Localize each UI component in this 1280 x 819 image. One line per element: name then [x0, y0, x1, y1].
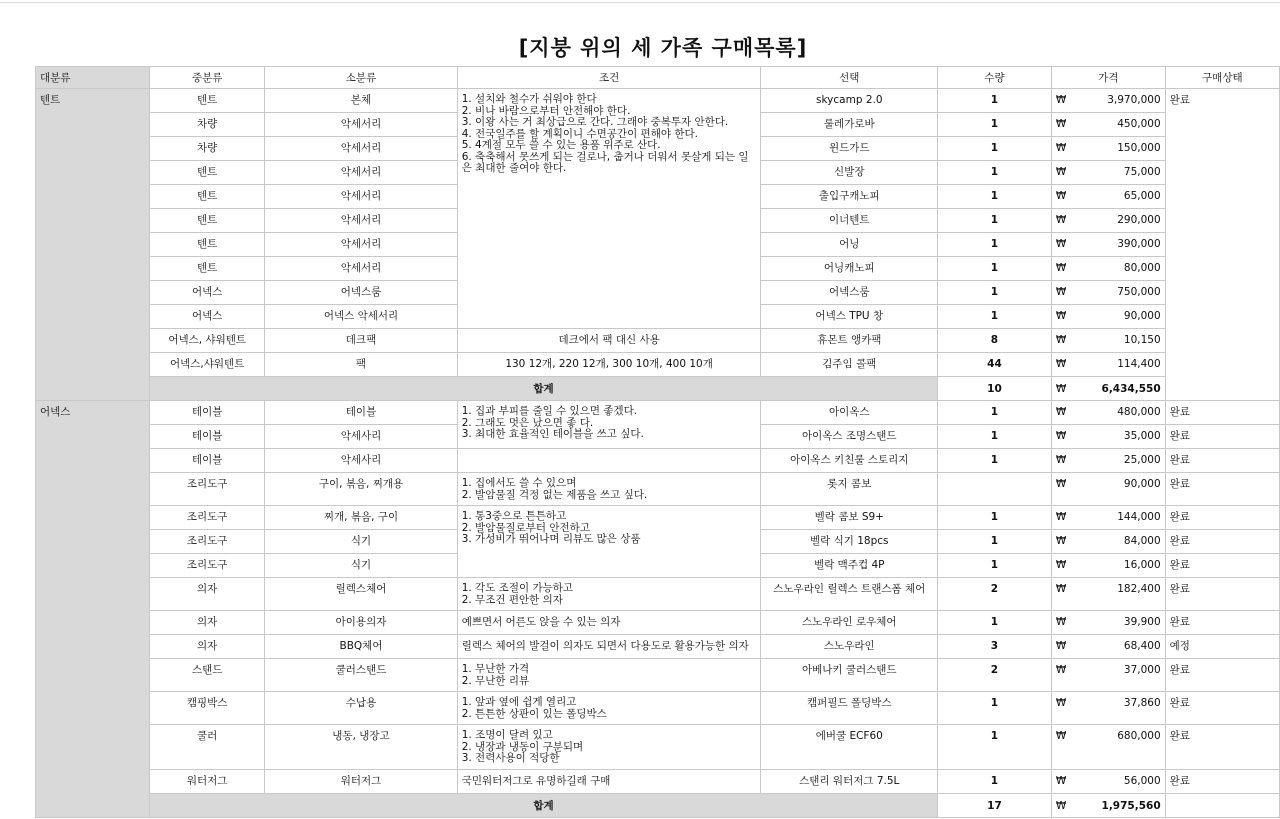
price-cell[interactable]	[1051, 257, 1165, 281]
price-value: 37,000	[1123, 664, 1161, 676]
table-row	[36, 89, 1280, 113]
condition-line: 3. 이왕 사는 거 최상급으로 간다. 그래야 중복투자 안한다.	[461, 116, 729, 128]
status-cell[interactable]: 완료	[1165, 401, 1279, 425]
total-row	[36, 794, 1280, 818]
condition-line: 1. 설치와 철수가 쉬워야 한다	[461, 93, 597, 105]
status-cell[interactable]: 완료	[1165, 506, 1279, 530]
total-label[interactable]: 합계	[150, 794, 938, 818]
qty-cell[interactable]: 3	[938, 635, 1052, 659]
condition-line: 4. 전국일주를 할 계획이니 수면공간이 편해야 한다.	[461, 127, 698, 140]
choice-cell[interactable]: 신발장	[761, 161, 938, 185]
qty-cell[interactable]: 1	[938, 506, 1052, 530]
sub-cell[interactable]: 악세사리	[265, 449, 457, 473]
price-value: 390,000	[1117, 238, 1161, 250]
sub-cell[interactable]: 구이, 볶음, 찌개용	[265, 473, 457, 506]
price-cell[interactable]	[1051, 449, 1165, 473]
condition-line: 2. 튼튼한 상판이 있는 폴딩박스	[461, 707, 607, 720]
status-cell[interactable]: 완료	[1165, 770, 1279, 794]
mid-cell[interactable]: 캠핑박스	[150, 692, 265, 725]
mid-cell[interactable]: 텐트	[150, 209, 265, 233]
choice-cell[interactable]: skycamp 2.0	[761, 89, 938, 113]
condition-cell[interactable]: 릴렉스 체어의 발걸이 의자도 되면서 다용도로 활용가능한 의자	[457, 635, 761, 659]
won-symbol: ₩	[1055, 535, 1067, 547]
won-symbol: ₩	[1055, 214, 1067, 226]
choice-cell[interactable]: 어닝캐노피	[761, 257, 938, 281]
sub-cell[interactable]: 악세서리	[265, 257, 457, 281]
total-price[interactable]	[1051, 377, 1165, 401]
price-cell[interactable]	[1051, 401, 1165, 425]
qty-cell[interactable]: 1	[938, 530, 1052, 554]
mid-cell[interactable]: 테이블	[150, 425, 265, 449]
won-symbol: ₩	[1055, 430, 1067, 442]
choice-cell[interactable]: 스노우라인	[761, 635, 938, 659]
status-cell[interactable]: 완료	[1165, 659, 1279, 692]
sub-cell[interactable]: 악세서리	[265, 113, 457, 137]
choice-cell[interactable]: 룰레가로바	[761, 113, 938, 137]
price-value: 37,860	[1123, 697, 1161, 709]
sub-cell[interactable]: 어넥스룸	[265, 281, 457, 305]
sub-cell[interactable]: 악세서리	[265, 185, 457, 209]
mid-cell[interactable]: 의자	[150, 578, 265, 611]
condition-line: 6. 축축해서 못쓰게 되는 걸로나, 춥거나 더워서 못살게 되는 일	[461, 150, 749, 163]
condition-line: 1. 통3중으로 튼튼하고	[461, 510, 567, 522]
qty-cell[interactable]: 1	[938, 257, 1052, 281]
choice-cell[interactable]: 스노우라인 로우체어	[761, 611, 938, 635]
sub-cell[interactable]: 악세서리	[265, 209, 457, 233]
choice-cell[interactable]: 벨락 맥주컵 4P	[761, 554, 938, 578]
choice-cell[interactable]: 에버쿨 ECF60	[761, 725, 938, 770]
price-value: 25,000	[1123, 454, 1161, 466]
condition-line: 2. 발암물질로부터 안전하고	[461, 521, 590, 534]
sub-cell[interactable]: 릴렉스체어	[265, 578, 457, 611]
sub-cell[interactable]: 냉동, 냉장고	[265, 725, 457, 770]
price-cell[interactable]	[1051, 161, 1165, 185]
sub-cell[interactable]: 수납용	[265, 692, 457, 725]
table-row	[36, 449, 1280, 473]
price-cell[interactable]	[1051, 329, 1165, 353]
price-cell[interactable]	[1051, 281, 1165, 305]
header-status: 구매상태	[1165, 67, 1279, 89]
price-cell[interactable]	[1051, 770, 1165, 794]
price-cell[interactable]	[1051, 725, 1165, 770]
won-symbol: ₩	[1055, 142, 1067, 154]
mid-cell[interactable]: 의자	[150, 635, 265, 659]
won-symbol: ₩	[1055, 478, 1067, 490]
won-symbol: ₩	[1055, 334, 1067, 346]
condition-line: 5. 4계절 모두 쓸 수 있는 용품 위주로 산다.	[461, 139, 661, 151]
condition-line: 2. 발암물질 걱정 없는 제품을 쓰고 싶다.	[461, 488, 648, 501]
price-cell[interactable]	[1051, 506, 1165, 530]
won-symbol: ₩	[1055, 118, 1067, 130]
choice-cell[interactable]: 스노우라인 릴렉스 트랜스폼 체어	[761, 578, 938, 611]
won-symbol: ₩	[1055, 664, 1067, 676]
price-value: 114,400	[1117, 358, 1161, 370]
won-symbol: ₩	[1055, 583, 1067, 595]
condition-line: 2. 무조건 편안한 의자	[461, 593, 563, 606]
price-value: 35,000	[1123, 430, 1161, 442]
price-value: 480,000	[1117, 406, 1161, 418]
header-main: 대분류	[36, 67, 150, 89]
condition-line: 1. 무난한 가격	[461, 663, 530, 675]
price-cell[interactable]	[1051, 137, 1165, 161]
condition-line: 2. 냉장과 냉동이 구분되며	[461, 740, 584, 753]
status-cell[interactable]	[1165, 794, 1279, 818]
header-choice: 선택	[761, 67, 938, 89]
status-cell[interactable]: 완료	[1165, 692, 1279, 725]
won-symbol: ₩	[1055, 286, 1067, 298]
status-cell[interactable]: 완료	[1165, 473, 1279, 506]
qty-cell[interactable]: 2	[938, 659, 1052, 692]
mid-cell[interactable]: 텐트	[150, 257, 265, 281]
choice-cell[interactable]: 어닝	[761, 233, 938, 257]
qty-cell[interactable]: 2	[938, 578, 1052, 611]
status-cell[interactable]: 완료	[1165, 449, 1279, 473]
qty-cell[interactable]: 8	[938, 329, 1052, 353]
sub-cell[interactable]: 악세서리	[265, 233, 457, 257]
header-mid: 중분류	[150, 67, 265, 89]
total-price[interactable]	[1051, 794, 1165, 818]
qty-cell[interactable]: 1	[938, 305, 1052, 329]
won-symbol: ₩	[1055, 94, 1067, 106]
mid-cell[interactable]: 테이블	[150, 449, 265, 473]
price-value: 16,000	[1123, 559, 1161, 571]
purchase-table	[35, 66, 1280, 818]
price-cell[interactable]	[1051, 353, 1165, 377]
price-value: 56,000	[1123, 775, 1161, 787]
mid-cell[interactable]: 스탠드	[150, 659, 265, 692]
price-value: 80,000	[1123, 262, 1161, 274]
sub-cell[interactable]: 식기	[265, 554, 457, 578]
mid-cell[interactable]: 텐트	[150, 185, 265, 209]
header-price: 가격	[1051, 67, 1165, 89]
sub-cell[interactable]: 쿨러스탠드	[265, 659, 457, 692]
condition-line: 1. 집에서도 쓸 수 있으며	[461, 477, 577, 489]
qty-cell[interactable]: 1	[938, 233, 1052, 257]
won-symbol: ₩	[1055, 616, 1067, 628]
mid-cell[interactable]: 텐트	[150, 89, 265, 113]
price-value: 75,000	[1123, 166, 1161, 178]
price-cell[interactable]	[1051, 578, 1165, 611]
qty-cell[interactable]: 1	[938, 449, 1052, 473]
table-row	[36, 473, 1280, 506]
sub-cell[interactable]: 데크팩	[265, 329, 457, 353]
condition-cell[interactable]	[457, 578, 761, 611]
price-cell[interactable]	[1051, 209, 1165, 233]
mid-cell[interactable]: 차량	[150, 113, 265, 137]
price-cell[interactable]	[1051, 305, 1165, 329]
condition-line: 2. 비나 바람으로부터 안전해야 한다.	[461, 104, 631, 117]
mid-cell[interactable]: 조리도구	[150, 554, 265, 578]
qty-cell[interactable]: 44	[938, 353, 1052, 377]
won-symbol: ₩	[1055, 799, 1067, 812]
choice-cell[interactable]: 윈드가드	[761, 137, 938, 161]
sub-cell[interactable]: BBQ체어	[265, 635, 457, 659]
price-cell[interactable]	[1051, 635, 1165, 659]
price-value: 750,000	[1117, 286, 1161, 298]
sub-cell[interactable]: 악세사리	[265, 425, 457, 449]
choice-cell[interactable]: 아이옥스	[761, 401, 938, 425]
status-cell[interactable]: 완료	[1165, 725, 1279, 770]
choice-cell[interactable]: 어넥스 TPU 창	[761, 305, 938, 329]
table-row	[36, 578, 1280, 611]
condition-cell[interactable]	[457, 401, 761, 449]
price-cell[interactable]	[1051, 233, 1165, 257]
condition-line: 1. 앞과 옆에 쉽게 열리고	[461, 696, 577, 708]
mid-cell[interactable]: 의자	[150, 611, 265, 635]
won-symbol: ₩	[1055, 559, 1067, 571]
header-sub: 소분류	[265, 67, 457, 89]
choice-cell[interactable]: 출입구캐노피	[761, 185, 938, 209]
status-cell[interactable]: 완료	[1165, 425, 1279, 449]
status-cell[interactable]: 예정	[1165, 635, 1279, 659]
table-row	[36, 692, 1280, 725]
price-value: 90,000	[1123, 478, 1161, 490]
mid-cell[interactable]: 조리도구	[150, 530, 265, 554]
won-symbol: ₩	[1055, 697, 1067, 709]
sub-cell[interactable]: 본체	[265, 89, 457, 113]
condition-cell[interactable]: 국민워터저그로 유명하길래 구매	[457, 770, 761, 794]
status-cell[interactable]: 완료	[1165, 578, 1279, 611]
price-value: 10,150	[1123, 334, 1161, 346]
price-cell[interactable]	[1051, 692, 1165, 725]
price-value: 65,000	[1123, 190, 1161, 202]
price-cell[interactable]	[1051, 554, 1165, 578]
price-value: 680,000	[1117, 730, 1161, 742]
table-row	[36, 770, 1280, 794]
condition-line: 3. 전력사용이 적당한	[461, 752, 560, 764]
total-price-value: 1,975,560	[1101, 799, 1161, 812]
price-value: 182,400	[1117, 583, 1161, 595]
total-qty[interactable]: 10	[938, 377, 1052, 401]
price-value: 90,000	[1123, 310, 1161, 322]
mid-cell[interactable]: 텐트	[150, 233, 265, 257]
total-row	[36, 377, 1280, 401]
qty-cell[interactable]: 1	[938, 113, 1052, 137]
total-qty[interactable]: 17	[938, 794, 1052, 818]
condition-line: 2. 그래도 멋은 났으면 좋 다.	[461, 416, 594, 429]
condition-cell[interactable]	[457, 659, 761, 692]
mid-cell[interactable]: 차량	[150, 137, 265, 161]
mid-cell[interactable]: 워터저그	[150, 770, 265, 794]
won-symbol: ₩	[1055, 454, 1067, 466]
choice-cell[interactable]: 캠퍼필드 폴딩박스	[761, 692, 938, 725]
won-symbol: ₩	[1055, 310, 1067, 322]
condition-line: 1. 집과 부피를 줄일 수 있으면 좋겠다.	[461, 405, 638, 417]
qty-cell[interactable]: 1	[938, 89, 1052, 113]
table-row	[36, 401, 1280, 425]
won-symbol: ₩	[1055, 640, 1067, 652]
qty-cell[interactable]: 1	[938, 161, 1052, 185]
condition-cell[interactable]: 예쁘면서 어른도 앉을 수 있는 의자	[457, 611, 761, 635]
main-category-cell[interactable]: 어넥스	[36, 401, 150, 818]
status-cell[interactable]: 완료	[1165, 611, 1279, 635]
table-row	[36, 611, 1280, 635]
top-divider	[0, 2, 1280, 3]
won-symbol: ₩	[1055, 190, 1067, 202]
price-cell[interactable]	[1051, 659, 1165, 692]
price-value: 450,000	[1117, 118, 1161, 130]
condition-line: 3. 가성비가 뛰어나며 리뷰도 많은 상품	[461, 533, 641, 545]
price-cell[interactable]	[1051, 425, 1165, 449]
table-row	[36, 659, 1280, 692]
choice-cell[interactable]: 어넥스룸	[761, 281, 938, 305]
condition-cell[interactable]	[457, 506, 761, 578]
table-row	[36, 506, 1280, 530]
qty-cell[interactable]: 1	[938, 425, 1052, 449]
mid-cell[interactable]: 어넥스	[150, 305, 265, 329]
choice-cell[interactable]: 벨락 식기 18pcs	[761, 530, 938, 554]
main-category-cell[interactable]: 텐트	[36, 89, 150, 401]
header-row	[36, 67, 1280, 89]
table-row	[36, 329, 1280, 353]
choice-cell[interactable]: 휴몬트 앵카팩	[761, 329, 938, 353]
won-symbol: ₩	[1055, 358, 1067, 370]
condition-cell[interactable]	[457, 725, 761, 770]
table-row	[36, 353, 1280, 377]
sub-cell[interactable]: 어넥스 악세서리	[265, 305, 457, 329]
mid-cell[interactable]: 조리도구	[150, 506, 265, 530]
condition-line: 1. 조명이 달려 있고	[461, 729, 553, 741]
condition-cell[interactable]: 데크에서 팩 대신 사용	[457, 329, 761, 353]
table-row	[36, 635, 1280, 659]
won-symbol: ₩	[1055, 262, 1067, 274]
status-cell[interactable]: 완료	[1165, 89, 1279, 401]
condition-line: 은 최대한 줄여야 한다.	[461, 162, 567, 174]
price-value: 39,900	[1123, 616, 1161, 628]
sub-cell[interactable]: 찌개, 볶음, 구이	[265, 506, 457, 530]
header-qty: 수량	[938, 67, 1052, 89]
price-cell[interactable]	[1051, 185, 1165, 209]
choice-cell[interactable]: 롯지 콤보	[761, 473, 938, 506]
sub-cell[interactable]: 테이블	[265, 401, 457, 425]
price-cell[interactable]	[1051, 530, 1165, 554]
price-cell[interactable]	[1051, 473, 1165, 506]
total-label[interactable]: 합계	[150, 377, 938, 401]
choice-cell[interactable]: 아이옥스 조명스탠드	[761, 425, 938, 449]
price-cell[interactable]	[1051, 611, 1165, 635]
won-symbol: ₩	[1055, 166, 1067, 178]
qty-cell[interactable]: 1	[938, 185, 1052, 209]
choice-cell[interactable]: 아베나키 쿨러스탠드	[761, 659, 938, 692]
qty-cell[interactable]: 1	[938, 209, 1052, 233]
choice-cell[interactable]: 김주임 콜팩	[761, 353, 938, 377]
price-value: 144,000	[1117, 511, 1161, 523]
sub-cell[interactable]: 식기	[265, 530, 457, 554]
choice-cell[interactable]: 스탠리 워터저그 7.5L	[761, 770, 938, 794]
won-symbol: ₩	[1055, 406, 1067, 418]
won-symbol: ₩	[1055, 382, 1067, 395]
status-cell[interactable]: 완료	[1165, 554, 1279, 578]
won-symbol: ₩	[1055, 511, 1067, 523]
total-price-value: 6,434,550	[1101, 382, 1161, 395]
sub-cell[interactable]: 악세서리	[265, 161, 457, 185]
choice-cell[interactable]: 이너텐트	[761, 209, 938, 233]
won-symbol: ₩	[1055, 730, 1067, 742]
price-value: 84,000	[1123, 535, 1161, 547]
qty-cell[interactable]: 1	[938, 137, 1052, 161]
price-cell[interactable]	[1051, 89, 1165, 113]
mid-cell[interactable]: 텐트	[150, 161, 265, 185]
qty-cell[interactable]	[938, 473, 1052, 506]
price-value: 3,970,000	[1107, 94, 1161, 106]
condition-cell[interactable]	[457, 449, 761, 473]
condition-cell[interactable]	[457, 89, 761, 329]
price-value: 150,000	[1117, 142, 1161, 154]
qty-cell[interactable]: 1	[938, 611, 1052, 635]
mid-cell[interactable]: 조리도구	[150, 473, 265, 506]
condition-cell[interactable]	[457, 692, 761, 725]
qty-cell[interactable]: 1	[938, 770, 1052, 794]
status-cell[interactable]: 완료	[1165, 530, 1279, 554]
price-cell[interactable]	[1051, 113, 1165, 137]
condition-line: 1. 각도 조절이 가능하고	[461, 582, 574, 594]
condition-cell[interactable]	[457, 473, 761, 506]
condition-line: 3. 최대한 효율적인 테이블을 쓰고 싶다.	[461, 428, 644, 440]
header-condition: 조건	[457, 67, 761, 89]
won-symbol: ₩	[1055, 238, 1067, 250]
won-symbol: ₩	[1055, 775, 1067, 787]
qty-cell[interactable]: 1	[938, 692, 1052, 725]
sub-cell[interactable]: 악세서리	[265, 137, 457, 161]
choice-cell[interactable]: 벨락 콤보 S9+	[761, 506, 938, 530]
page-title: [지붕 위의 세 가족 구매목록]	[518, 36, 808, 60]
price-value: 68,400	[1123, 640, 1161, 652]
qty-cell[interactable]: 1	[938, 281, 1052, 305]
mid-cell[interactable]: 쿨러	[150, 725, 265, 770]
table-row	[36, 725, 1280, 770]
qty-cell[interactable]: 1	[938, 725, 1052, 770]
choice-cell[interactable]: 아이옥스 키친룰 스토리지	[761, 449, 938, 473]
condition-line: 2. 무난한 리뷰	[461, 674, 530, 687]
price-value: 290,000	[1117, 214, 1161, 226]
qty-cell[interactable]: 1	[938, 554, 1052, 578]
sub-cell[interactable]: 아이용의자	[265, 611, 457, 635]
mid-cell[interactable]: 어넥스,샤워텐트	[150, 353, 265, 377]
mid-cell[interactable]: 어넥스	[150, 281, 265, 305]
condition-cell[interactable]: 130 12개, 220 12개, 300 10개, 400 10개	[457, 353, 761, 377]
mid-cell[interactable]: 테이블	[150, 401, 265, 425]
sub-cell[interactable]: 팩	[265, 353, 457, 377]
mid-cell[interactable]: 어넥스, 샤워텐트	[150, 329, 265, 353]
sub-cell[interactable]: 워터저그	[265, 770, 457, 794]
qty-cell[interactable]: 1	[938, 401, 1052, 425]
